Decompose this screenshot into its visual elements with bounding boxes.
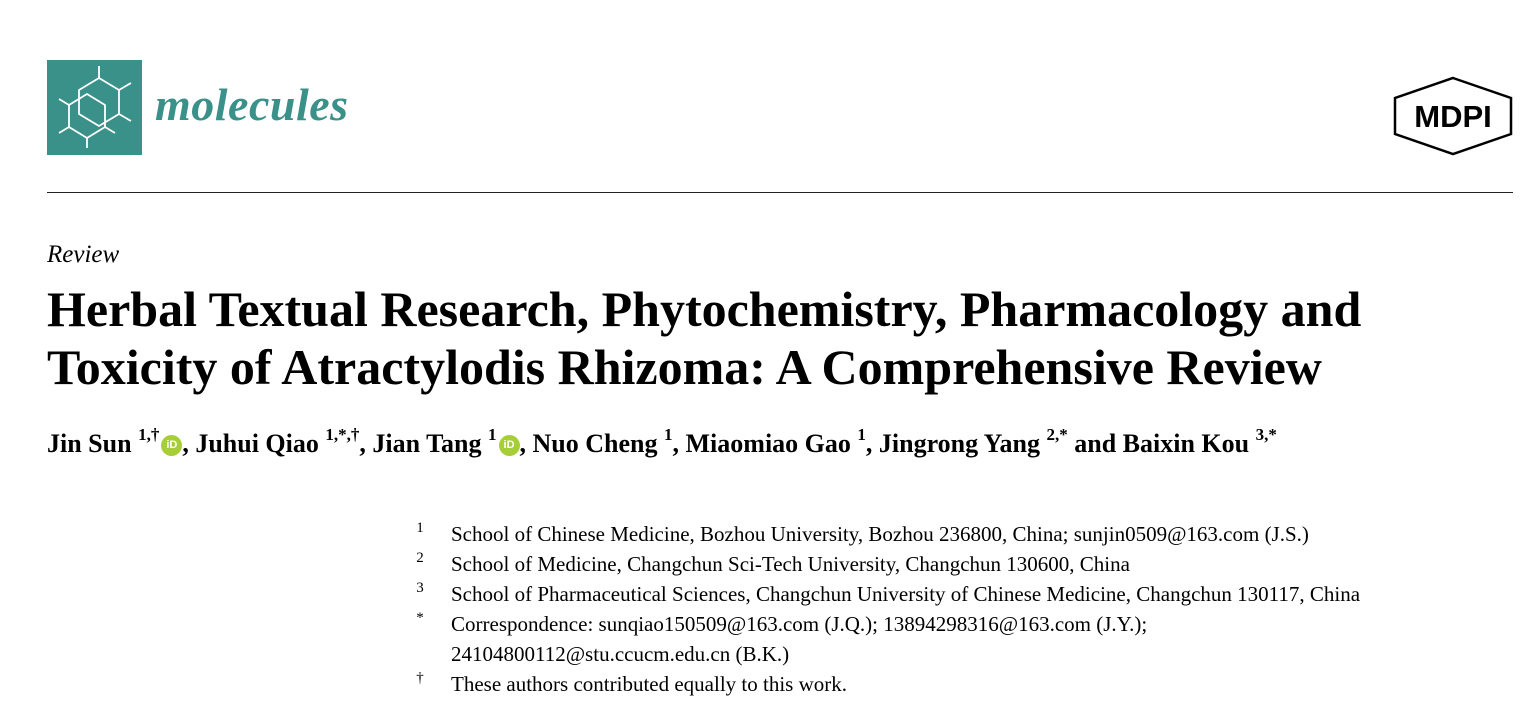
author-item bbox=[532, 425, 680, 458]
author-name[interactable]: Jin Sun bbox=[47, 428, 132, 458]
author-name[interactable]: Jingrong Yang bbox=[878, 428, 1040, 458]
author-item bbox=[685, 425, 873, 458]
author-separator: , bbox=[359, 428, 366, 458]
author-name[interactable]: Jian Tang bbox=[372, 428, 482, 458]
author-item bbox=[47, 425, 189, 458]
author-separator: , bbox=[865, 428, 873, 458]
author-separator: , bbox=[519, 428, 527, 458]
author-affiliation-marker: 1,*,† bbox=[325, 425, 360, 444]
affiliation-text: Correspondence: sunqiao150509@163.com (J.Q.); 13894298316@163.com (J.Y.); bbox=[451, 612, 1148, 636]
affiliation-text: These authors contributed equally to this work. bbox=[451, 672, 847, 696]
molecule-structure-icon bbox=[47, 60, 142, 155]
author-name[interactable]: Nuo Cheng bbox=[532, 428, 658, 458]
author-name[interactable]: Miaomiao Gao bbox=[685, 428, 851, 458]
author-item bbox=[1122, 425, 1277, 458]
orcid-icon[interactable]: iD bbox=[161, 435, 182, 456]
publisher-name: MDPI bbox=[1414, 99, 1492, 134]
orcid-icon[interactable]: iD bbox=[499, 435, 520, 456]
author-affiliation-marker: 1,† bbox=[138, 425, 160, 444]
author-separator: and bbox=[1067, 428, 1117, 458]
affiliation-text: School of Pharmaceutical Sciences, Changchun University of Chinese Medicine, Changchun 130117, China bbox=[451, 582, 1361, 606]
article-title: Herbal Textual Research, Phytochemistry, Pharmacology and Toxicity of Atractylodis Rhizoma: A Comprehensive Review bbox=[47, 281, 1362, 395]
affiliation-marker: 3 bbox=[416, 580, 424, 596]
mdpi-logo bbox=[1393, 76, 1513, 156]
affiliation-marker: 1 bbox=[416, 520, 424, 536]
article-type: Review bbox=[47, 241, 120, 268]
author-item bbox=[195, 425, 366, 458]
author-item bbox=[878, 425, 1117, 458]
header-divider bbox=[47, 192, 1513, 193]
affiliation-text: School of Medicine, Changchun Sci-Tech University, Changchun 130600, China bbox=[451, 552, 1130, 576]
affiliation-marker: * bbox=[416, 610, 424, 626]
author-list bbox=[47, 427, 1277, 459]
author-item bbox=[372, 425, 527, 458]
author-separator: , bbox=[182, 428, 189, 458]
author-name[interactable]: Baixin Kou bbox=[1122, 428, 1250, 458]
author-affiliation-marker: 1 bbox=[664, 425, 673, 444]
author-affiliation-marker: 1 bbox=[857, 425, 866, 444]
affiliation-text: School of Chinese Medicine, Bozhou University, Bozhou 236800, China; sunjin0509@163.com (J.S.) bbox=[451, 522, 1309, 546]
journal-name: molecules bbox=[155, 79, 349, 130]
affiliation-marker: 2 bbox=[416, 550, 424, 566]
affiliation-text: 24104800112@stu.ccucm.edu.cn (B.K.) bbox=[451, 642, 790, 666]
journal-logo bbox=[47, 60, 142, 155]
affiliation-marker: † bbox=[416, 670, 424, 686]
author-separator: , bbox=[672, 428, 680, 458]
author-affiliation-marker: 3,* bbox=[1255, 425, 1277, 444]
author-affiliation-marker: 2,* bbox=[1046, 425, 1068, 444]
author-affiliation-marker: 1 bbox=[488, 425, 497, 444]
author-name[interactable]: Juhui Qiao bbox=[195, 428, 319, 458]
